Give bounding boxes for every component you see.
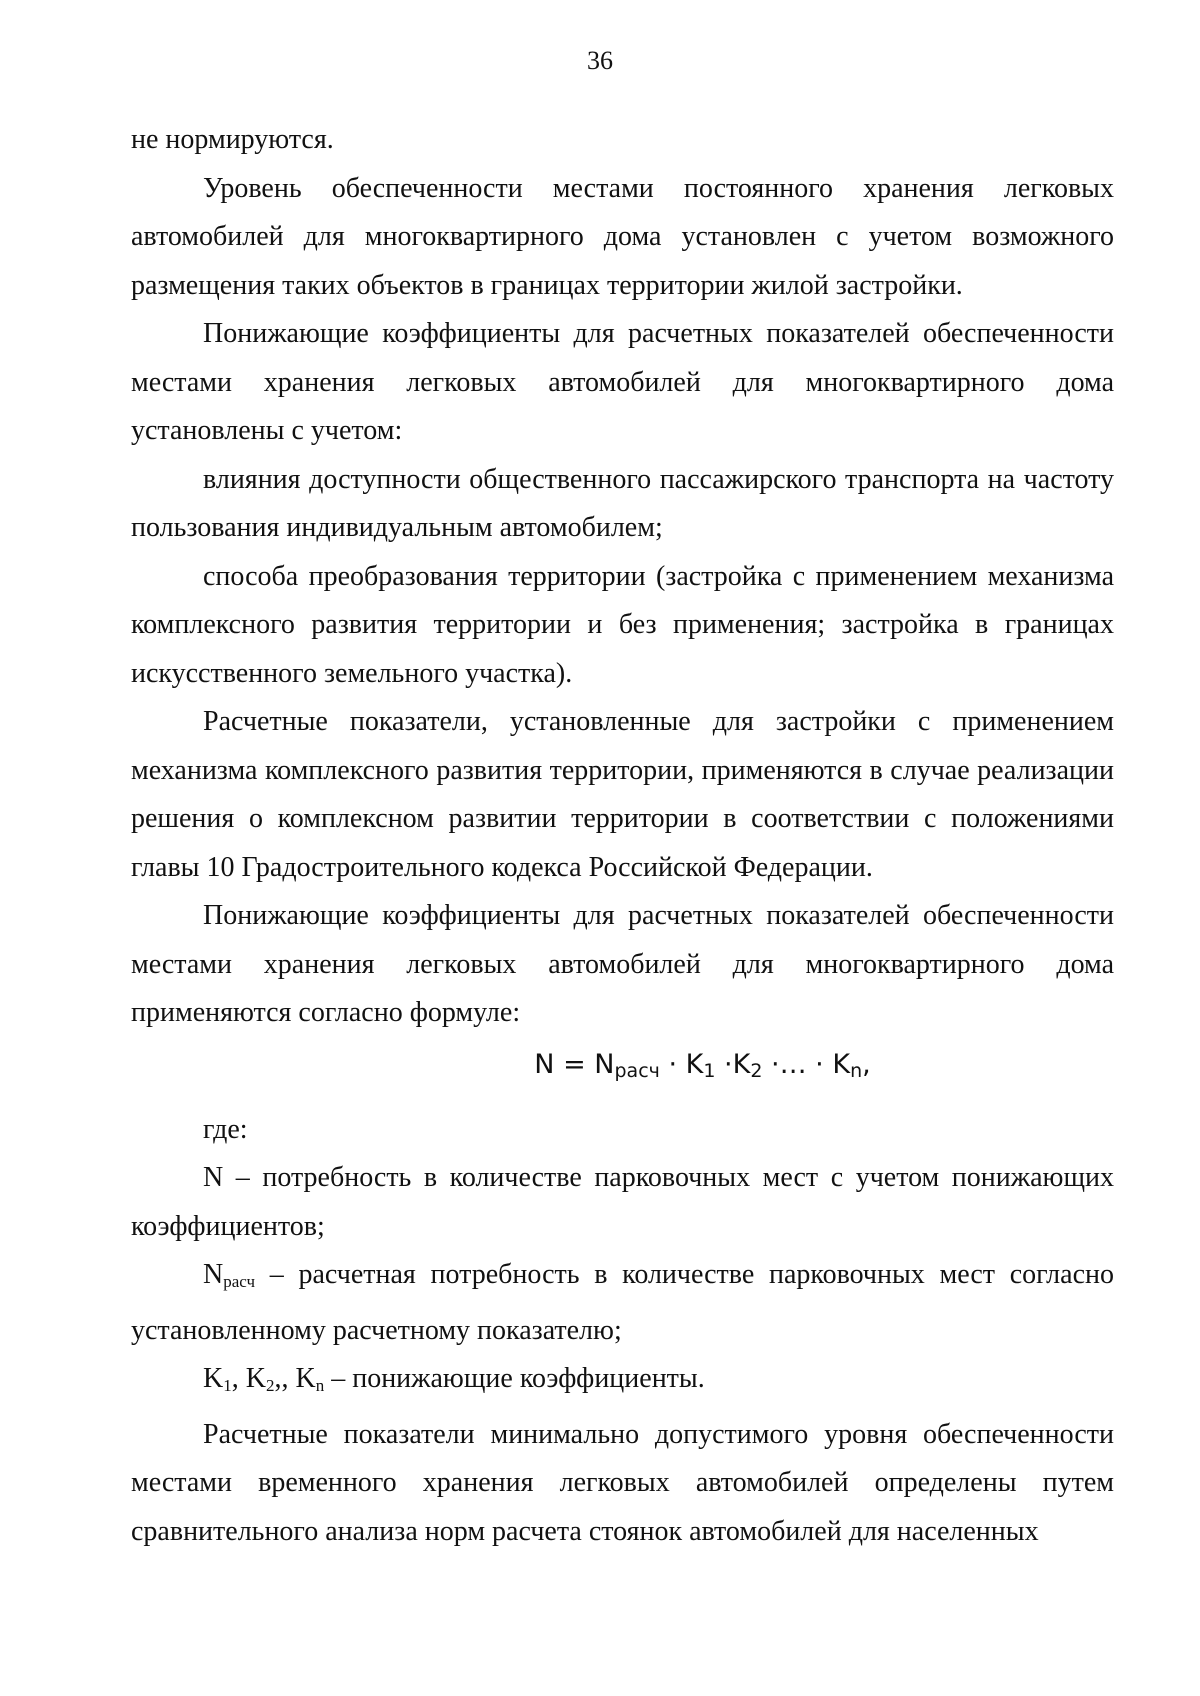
formula-k2-base: K — [732, 1048, 751, 1080]
formula-k1-base: K — [685, 1048, 704, 1080]
formula-dot-2: · — [715, 1048, 733, 1080]
definition-n-text: – потребность в количестве парковочных мест с учетом понижающих коэффициентов; — [131, 1162, 1114, 1242]
definition-k2-symbol: K — [245, 1363, 266, 1394]
definition-k1-symbol: K — [203, 1363, 224, 1394]
formula-kn-base: K — [832, 1048, 851, 1080]
definition-k-sep-1: , — [231, 1363, 246, 1394]
definition-k2-sub: 2 — [265, 1376, 275, 1395]
definition-n-symbol: N — [203, 1162, 224, 1193]
definition-n-calc-sub: расч — [223, 1272, 256, 1291]
formula-k2-sub: 2 — [750, 1059, 763, 1082]
definition-kn-sub: n — [315, 1376, 325, 1395]
formula-dot-1: · — [659, 1048, 686, 1080]
formula-equals: = — [554, 1048, 595, 1080]
definition-n — [131, 1154, 1114, 1251]
formula — [131, 1040, 1114, 1096]
definition-k-text: – понижающие коэффициенты. — [324, 1363, 705, 1394]
paragraph-temporary-storage: Расчетные показатели минимально допустимого уровня обеспеченности местами временного хранения легковых автомобилей определены путем сравнительного анализа норм расчета стоянок автомобилей для населенных — [131, 1418, 1114, 1547]
paragraph-reducing-coefficients-intro: Понижающие коэффициенты для расчетных показателей обеспеченности местами хранения легковых автомобилей для многоквартирного дома установлены с учетом: — [131, 318, 1114, 446]
formula-tail: , — [862, 1048, 871, 1080]
formula-n-sub: расч — [614, 1059, 660, 1082]
formula-ellipsis: ·… · — [762, 1048, 833, 1080]
paragraph-territory-method: способа преобразования территории (застройка с применением механизма комплексного развития территории и без применения; застройка в границах искусственного земельного участка). — [131, 560, 1114, 689]
body-text — [131, 116, 1114, 1556]
paragraph-complex-development: Расчетные показатели, установленные для застройки с применением механизма комплексного развития территории, применяются в случае реализации решения о комплексном развитии территории в соответствии с положениями главы 10 Градостроительного кодекса Российской Федерации. — [131, 706, 1114, 883]
definition-k1-sub: 1 — [223, 1376, 232, 1395]
definition-k — [131, 1355, 1114, 1411]
formula-kn-sub: n — [850, 1059, 863, 1082]
definition-n-calc-symbol: N — [203, 1259, 224, 1290]
formula-n-base: N — [594, 1048, 615, 1080]
definition-n-calc — [131, 1251, 1114, 1355]
paragraph-formula-intro: Понижающие коэффициенты для расчетных показателей обеспеченности местами хранения легковых автомобилей для многоквартирного дома применяются согласно формуле: — [131, 900, 1114, 1028]
paragraph-storage-level: Уровень обеспеченности местами постоянного хранения легковых автомобилей для многоквартирного дома установлен с учетом возможного размещения таких объектов в границах территории жилой застройки. — [131, 172, 1114, 301]
definition-n-calc-text: – расчетная потребность в количестве парковочных мест согласно установленному расчетному показателю; — [131, 1259, 1114, 1346]
where-label: где: — [203, 1113, 248, 1145]
paragraph-transport-influence: влияния доступности общественного пассажирского транспорта на частоту пользования индивидуальным автомобилем; — [131, 463, 1114, 543]
definition-k-sep-2: ,, — [274, 1363, 296, 1394]
definition-kn-symbol: K — [295, 1363, 316, 1394]
formula-k1-sub: 1 — [703, 1059, 716, 1082]
formula-lhs: N — [534, 1048, 555, 1080]
page-number: 36 — [587, 46, 613, 75]
paragraph-continuation: не нормируются. — [131, 124, 334, 155]
